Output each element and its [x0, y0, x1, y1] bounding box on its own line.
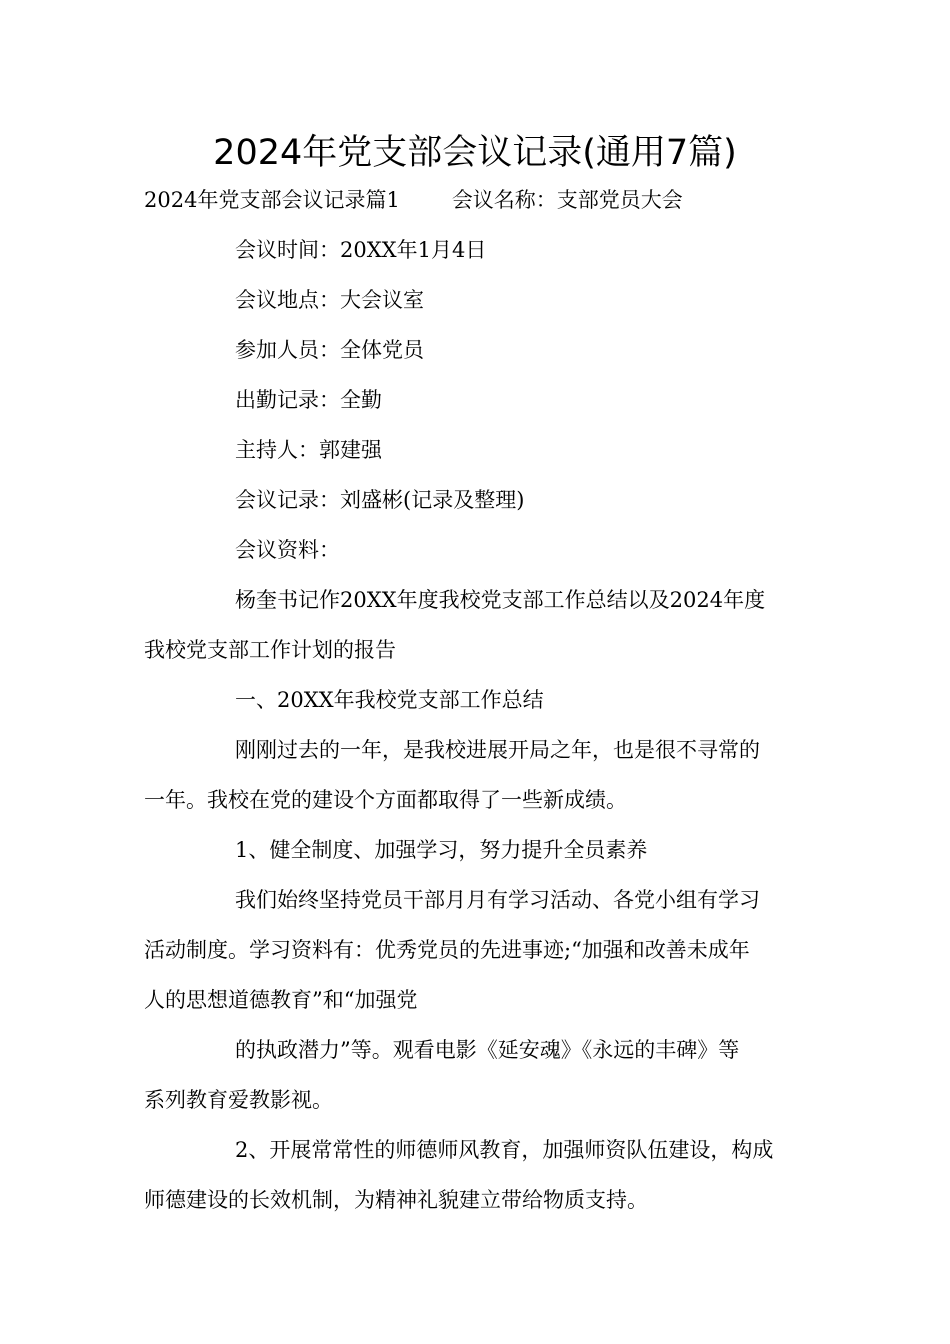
- paragraph-line: 的执政潜力”等。观看电影《延安魂》《永远的丰碑》等: [235, 1038, 740, 1062]
- meeting-location: 会议地点：大会议室: [235, 288, 424, 312]
- meeting-attendees: 参加人员：全体党员: [235, 338, 424, 362]
- paragraph-line: 系列教育爱教影视。: [144, 1088, 333, 1112]
- subtitle-section: 2024年党支部会议记录篇1: [144, 188, 400, 212]
- paragraph-line: 人的思想道德教育”和“加强党: [144, 988, 418, 1012]
- paragraph-line: 我校党支部工作计划的报告: [144, 638, 396, 662]
- subsection-heading: 2、开展常常性的师德师风教育，加强师资队伍建设，构成: [235, 1138, 774, 1162]
- paragraph-line: 师德建设的长效机制，为精神礼貌建立带给物质支持。: [144, 1188, 648, 1212]
- meeting-time: 会议时间：20XX年1月4日: [235, 238, 487, 262]
- document-title: 2024年党支部会议记录(通用7篇): [213, 133, 737, 173]
- attendance-record: 出勤记录：全勤: [235, 388, 382, 412]
- paragraph-line: 刚刚过去的一年，是我校进展开局之年，也是很不寻常的: [235, 738, 760, 762]
- section-heading: 一、20XX年我校党支部工作总结: [235, 688, 544, 712]
- paragraph-line: 活动制度。学习资料有：优秀党员的先进事迹;“加强和改善未成年: [144, 938, 750, 962]
- meeting-host: 主持人：郭建强: [235, 438, 382, 462]
- paragraph-line: 一年。我校在党的建设个方面都取得了一些新成绩。: [144, 788, 627, 812]
- meeting-recorder: 会议记录：刘盛彬(记录及整理): [235, 488, 525, 512]
- meeting-materials-label: 会议资料：: [235, 538, 340, 562]
- paragraph-line: 杨奎书记作20XX年度我校党支部工作总结以及2024年度: [235, 588, 766, 612]
- paragraph-line: 我们始终坚持党员干部月月有学习活动、各党小组有学习: [235, 888, 760, 912]
- subtitle-line: [144, 185, 683, 215]
- subsection-heading: 1、健全制度、加强学习，努力提升全员素养: [235, 838, 648, 862]
- subtitle-meeting-name: 会议名称：支部党员大会: [451, 188, 683, 212]
